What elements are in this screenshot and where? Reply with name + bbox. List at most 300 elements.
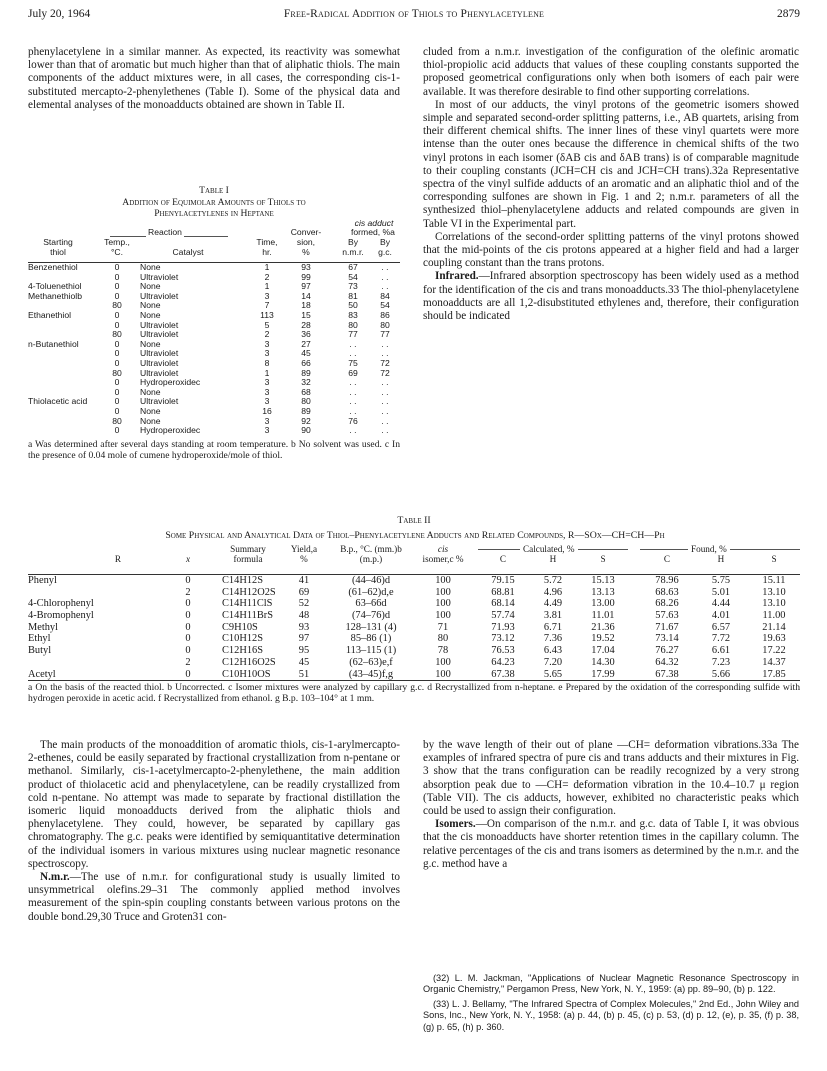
table1-cell-gc: 72 — [380, 357, 390, 368]
table2-cell-cis: 71 — [437, 621, 449, 633]
table2-cell-x: 0 — [185, 633, 191, 645]
table2-cell-cs: 21.36 — [591, 621, 615, 633]
table1-h-nmr: n.m.r. — [342, 247, 364, 257]
table1-cell-time: 16 — [262, 405, 272, 416]
table2-cell-ch: 4.96 — [543, 586, 563, 598]
table2-cell-formula: C10H10OS — [222, 668, 271, 680]
table1-h-gc: g.c. — [378, 247, 392, 257]
table1-cell-gc: . . — [381, 271, 389, 282]
table1-row — [28, 282, 400, 292]
table1-header — [28, 219, 400, 261]
reference-footnotes — [423, 973, 799, 1036]
table1-cell-nmr: 81 — [348, 290, 358, 301]
table1-cell-gc: . . — [381, 405, 389, 416]
table1-cell-conv: 18 — [301, 300, 311, 311]
table1-cell-conv: 68 — [301, 386, 311, 397]
table1-cell-conv: 99 — [301, 271, 311, 282]
table1-caption-line2: Phenylacetylenes in Heptane — [154, 208, 274, 219]
table1-cell-temp: 80 — [112, 367, 122, 378]
table2-cell-fc: 68.63 — [655, 586, 679, 598]
table2-cell-fc: 71.67 — [655, 621, 679, 633]
table2-cell-cc: 64.23 — [491, 656, 515, 668]
table2-row — [28, 622, 800, 634]
table1-cell-cat: None — [140, 415, 161, 426]
table1-caption — [28, 185, 400, 220]
table2-cell-bp: (61–62)d,e — [348, 586, 394, 598]
table1-cell-nmr: 73 — [348, 281, 358, 292]
table1-cell-thiol: n-Butanethiol — [28, 338, 79, 349]
table1-cell-conv: 90 — [301, 425, 311, 436]
table1-cell-cat: Ultraviolet — [140, 396, 179, 407]
table2-h-bp: B.p., °C. (mm.)b — [340, 544, 402, 554]
table1-cell-nmr: . . — [349, 338, 357, 349]
table2-cell-yield: 48 — [298, 610, 310, 622]
table2-cell-formula: C14H11BrS — [222, 610, 273, 622]
table2-cell-fh: 4.44 — [711, 598, 731, 610]
table2-cell-fs: 13.10 — [762, 586, 786, 598]
table1-cell-conv: 32 — [301, 377, 311, 388]
table2-cell-bp: (62–63)e,f — [349, 656, 393, 668]
paragraph — [423, 818, 799, 871]
table1-cell-time: 3 — [264, 415, 270, 426]
table2-cell-ch: 4.49 — [543, 598, 563, 610]
table2-cell-yield: 51 — [298, 668, 310, 680]
table1-cell-time: 8 — [264, 357, 270, 368]
paragraph: In most of our adducts, the vinyl protons of the geometric isomers showed simple and separated second-order splitting patterns, i.e., AB quartets, arising from their different chemical shifts. The inner lines of these vinyl quartets were more intense than the outer ones because the difference in chemical shifts of the two vinyl protons in each isomer (δAB cis and δAB trans) is of comparable magnitude to their coupling constants (JCH=CH cis and JCH=CH trans).32a Representative spectra of the vinyl sulfide adducts of an aromatic and an aliphatic thiol and of the corresponding sulfones are shown in Fig. 1 and 2; n.m.r. parameters of all the synthesized thiol–phenylacetylene adducts and related compounds are given in Table VI in the Experimental part. — [423, 98, 799, 230]
table2-cell-formula: C12H16O2S — [222, 656, 276, 668]
paragraph-text: —Infrared absorption spectroscopy has been widely used as a method for the identification of the cis and trans monoadducts.33 The thiol-phenylacetylene monoadducts are all 1,2-disubstituted ethylenes and, therefore, their configuration should be indicated — [423, 270, 799, 323]
table2-cell-cis: 100 — [435, 598, 451, 610]
table1-cell-nmr: 76 — [348, 415, 358, 426]
table1-cell-nmr: 75 — [348, 357, 358, 368]
table2-cell-cis: 100 — [435, 656, 451, 668]
table1-row — [28, 397, 400, 407]
left-column-top — [28, 46, 400, 112]
table1-cell-conv: 97 — [301, 281, 311, 292]
table1-cell-nmr: . . — [349, 425, 357, 436]
table2-h-isomer: isomer,c % — [422, 554, 464, 564]
table1-label: Table I — [199, 185, 229, 196]
table1-cell-conv: 92 — [301, 415, 311, 426]
table2-cell-x: 0 — [185, 575, 191, 586]
table2-cell-fh: 7.72 — [711, 633, 731, 645]
table2-cell-bp: 128–131 (4) — [345, 621, 397, 633]
table2-row — [28, 598, 800, 610]
table2-header — [28, 544, 800, 574]
table2-cell-formula: C12H16S — [222, 645, 263, 657]
table1-cell-time: 3 — [264, 396, 270, 407]
table2-cell-bp: 85–86 (1) — [350, 633, 392, 645]
table2-cell-ch: 5.65 — [543, 668, 563, 680]
footnote-32: (32) L. M. Jackman, "Applications of Nuclear Magnetic Resonance Spectroscopy in Organic Chemistry," Pergamon Press, New York, N. Y., 1959: (a) pp. 89–90, (b) p. 122. — [423, 973, 799, 995]
table2-h-x: x — [185, 554, 191, 564]
right-column-top — [423, 46, 799, 323]
table2-cell-fs: 17.85 — [762, 668, 786, 680]
table1-h-conver: Conver- — [290, 227, 322, 237]
table1-cell-temp: 0 — [114, 386, 120, 397]
table1-row — [28, 340, 400, 350]
table2-h-yield: Yield,a — [290, 544, 318, 554]
table1-cell-temp: 80 — [112, 300, 122, 311]
table2-cell-r: Butyl — [28, 645, 52, 657]
header-page-number: 2879 — [777, 8, 800, 20]
table1-cell-time: 1 — [264, 367, 270, 378]
table2-cell-cc: 68.81 — [491, 586, 515, 598]
table1-cell-gc: . . — [381, 415, 389, 426]
table1-cell-conv: 89 — [301, 405, 311, 416]
table2-h-h: H — [549, 554, 557, 564]
table2-cell-ch: 7.36 — [543, 633, 563, 645]
table1-cell-gc: 80 — [380, 319, 390, 330]
table1-h-sion: sion, — [296, 237, 316, 247]
table2-cell-ch: 5.72 — [543, 575, 563, 586]
table1-cell-conv: 15 — [301, 309, 311, 320]
table2-cell-ch: 6.71 — [543, 621, 563, 633]
table1-row — [28, 349, 400, 359]
table1-h-cis-adduct: cis adduct — [354, 218, 394, 228]
table1-cell-temp: 0 — [114, 290, 120, 301]
table1-cell-gc: . . — [381, 348, 389, 359]
table1-cell-gc: . . — [381, 386, 389, 397]
table2-cell-cc: 76.53 — [491, 645, 515, 657]
table2-h-cis: cis — [437, 544, 449, 554]
table2-h-found: Found, % — [688, 544, 730, 555]
table1-cell-cat: Ultraviolet — [140, 290, 179, 301]
header-title: Free-Radical Addition of Thiols to Phenylacetylene — [283, 8, 545, 20]
table1-cell-temp: 0 — [114, 309, 120, 320]
table1-h-temp: Temp., — [104, 237, 130, 247]
table1-cell-temp: 0 — [114, 338, 120, 349]
table1-cell-temp: 0 — [114, 396, 120, 407]
table1-h-thiol: thiol — [50, 247, 66, 257]
table2-h-formula: formula — [233, 554, 263, 564]
table1-cell-thiol: 4-Toluenethiol — [28, 281, 82, 292]
table1-h-formed: formed, %a — [351, 227, 395, 237]
table2-cell-fs: 14.37 — [762, 656, 786, 668]
table1-cell-thiol: Methanethiolb — [28, 290, 82, 301]
table1-cell-cat: None — [140, 309, 161, 320]
table1-row — [28, 311, 400, 321]
table2-h-r: R — [114, 554, 122, 564]
table1-cell-temp: 0 — [114, 319, 120, 330]
table2-cell-r: Phenyl — [28, 575, 57, 586]
table2-cell-cc: 57.74 — [491, 610, 515, 622]
table2-h-summary: Summary — [230, 544, 266, 554]
table2-label: Table II — [397, 515, 431, 526]
table1-row — [28, 301, 400, 311]
table2-cell-fs: 21.14 — [762, 621, 786, 633]
table1-cell-cat: Ultraviolet — [140, 348, 179, 359]
table1-cell-cat: Ultraviolet — [140, 329, 179, 340]
table1-cell-temp: 80 — [112, 329, 122, 340]
table1-cell-gc: . . — [381, 262, 389, 272]
table2-h-c2: C — [663, 554, 671, 564]
table2-cell-cis: 100 — [435, 610, 451, 622]
table1-cell-cat: None — [140, 338, 161, 349]
table1-h-c: °C. — [110, 247, 124, 257]
table2-cell-r: Acetyl — [28, 668, 56, 680]
paragraph: Correlations of the second-order splitting patterns of the vinyl protons showed that the mid-points of the cis protons appeared at a higher field and had a larger coupling constant than the trans protons. — [423, 230, 799, 270]
table1-cell-nmr: . . — [349, 386, 357, 397]
table2-cell-ch: 3.81 — [543, 610, 563, 622]
table1-cell-cat: Ultraviolet — [140, 319, 179, 330]
table2-h-yield-pct: % — [300, 554, 308, 564]
table1-h-reaction: Reaction — [148, 227, 182, 237]
table1-cell-gc: 84 — [380, 290, 390, 301]
paragraph-text: —On comparison of the n.m.r. and g.c. data of Table I, it was obvious that the cis monoadducts have shorter retention times in the capillary column. The relative percentages of the cis and trans isomers as determined by the n.m.r. and the g.c. method have a — [423, 818, 799, 870]
table1-cell-temp: 0 — [114, 357, 120, 368]
table2-cell-ch: 6.43 — [543, 645, 563, 657]
table2-row — [28, 587, 800, 599]
table2-cell-fh: 6.61 — [711, 645, 731, 657]
table2-cell-fs: 17.22 — [762, 645, 786, 657]
table2-h-s: S — [600, 554, 606, 564]
table2-row — [28, 575, 800, 587]
table1-cell-cat: Hydroperoxidec — [140, 377, 201, 388]
table1-cell-gc: . . — [381, 281, 389, 292]
table2-cell-x: 0 — [185, 610, 191, 622]
table2-footnote: a On the basis of the reacted thiol. b Uncorrected. c Isomer mixtures were analyzed by capillary g.c. d Recrystallized from n-heptane. e Prepared by the oxidation of the corresponding sulfide with hydrogen peroxide in acetic acid. f Recrystallized from ethanol. g B.p. 103–104° at 1 mm. — [28, 682, 800, 705]
table1-row — [28, 330, 400, 340]
paragraph: phenylacetylene in a similar manner. As expected, its reactivity was somewhat lower than that of aromatic but much higher than that of aliphatic thiols. The main components of the adduct mixtures were, in all cases, the corresponding cis-1-substituted mercapto-2-phenylethenes (Table I). Some of the physical data and elemental analyses of the monoadducts obtained are shown in Table II. — [28, 46, 400, 111]
table1-cell-nmr: 83 — [348, 309, 358, 320]
table2-cell-formula: C14H11ClS — [222, 598, 273, 610]
table1-cell-time: 7 — [264, 300, 270, 311]
left-column-bottom — [28, 739, 400, 924]
table1-cell-nmr: 67 — [348, 262, 358, 272]
table2-cell-bp: (74–76)d — [351, 610, 391, 622]
table1-cell-conv: 45 — [301, 348, 311, 359]
table1-h-pct: % — [302, 247, 310, 257]
table2-cell-bp: 113–115 (1) — [345, 645, 397, 657]
table1 — [28, 219, 400, 461]
table1-h-by2: By — [379, 237, 391, 247]
table1-cell-time: 3 — [264, 290, 270, 301]
table2-cell-formula: C10H12S — [222, 633, 263, 645]
table2-cell-yield: 45 — [298, 656, 310, 668]
table2-row — [28, 657, 800, 669]
table2-h-c: C — [499, 554, 507, 564]
table1-cell-conv: 66 — [301, 357, 311, 368]
table1-h-catalyst: Catalyst — [172, 247, 204, 257]
table1-cell-cat: Ultraviolet — [140, 271, 179, 282]
paragraph — [423, 270, 799, 323]
table2-cell-fh: 7.23 — [711, 656, 731, 668]
table1-h-time: Time, — [256, 237, 278, 247]
paragraph: The main products of the monoaddition of aromatic thiols, cis-1-arylmercapto-2-ethenes, could be easily separated by fractional crystallization from n-pentane or methanol. Similarly, cis-1-acetylmercapto-2-phenylethene, the main addition product of thiolacetic acid and phenylacetylene, can be readily crystallized from cold n-pentane. No attempt was made to separate by fractional distillation the isomeric liquid monoadducts derived from the aliphatic thiols and phenylacetylene. They could, however, be separated by capillary gas chromatography. The g.c. peaks were identified by semiquantitative determination of the individual isomers in various mixtures using nuclear magnetic resonance spectroscopy. — [28, 739, 400, 870]
table2-cell-fh: 6.57 — [711, 621, 731, 633]
table1-cell-conv: 28 — [301, 319, 311, 330]
table1-cell-nmr: 77 — [348, 329, 358, 340]
table1-cell-conv: 27 — [301, 338, 311, 349]
table2-cell-yield: 97 — [298, 633, 310, 645]
table1-row — [28, 417, 400, 427]
table2-bottom-rule — [28, 680, 800, 681]
table2-cell-fc: 64.32 — [655, 656, 679, 668]
table2-cell-fs: 13.10 — [762, 598, 786, 610]
table1-cell-gc: . . — [381, 377, 389, 388]
table1-row — [28, 378, 400, 388]
table1-row — [28, 292, 400, 302]
table2-cell-r: Methyl — [28, 621, 59, 633]
table1-row — [28, 359, 400, 369]
table1-cell-thiol: Thiolacetic acid — [28, 396, 88, 407]
table2-row — [28, 669, 800, 681]
table2-cell-fh: 5.66 — [711, 668, 731, 680]
table1-caption-line1: Addition of Equimolar Amounts of Thiols to — [122, 196, 306, 208]
table2-cell-bp: 63–66d — [355, 598, 387, 610]
table2-cell-yield: 93 — [298, 621, 310, 633]
table2-h-calculated: Calculated, % — [520, 544, 578, 555]
table2-cell-bp: (43–45)f,g — [348, 668, 394, 680]
section-heading-infrared: Infrared. — [435, 270, 479, 283]
table2-cell-cs: 13.13 — [591, 586, 615, 598]
table2-cell-cis: 80 — [437, 633, 449, 645]
table2-cell-r: 4-Bromophenyl — [28, 610, 94, 622]
table2-cell-fs: 15.11 — [762, 575, 786, 586]
table2-cell-cs: 15.13 — [591, 575, 615, 586]
paragraph-text: —The use of n.m.r. for configurational study is usually limited to unsymmetrical olefins.29–31 The commonly applied method involves measurement of the spin-spin coupling constants between various protons on the double bond.29,30 Truce and Groten31 con- — [28, 871, 400, 923]
table2-cell-cis: 100 — [435, 575, 451, 586]
table2-cell-cs: 11.01 — [591, 610, 615, 622]
table2-h-s2: S — [771, 554, 777, 564]
table1-row — [28, 321, 400, 331]
table1-cell-cat: None — [140, 262, 161, 272]
table1-cell-cat: None — [140, 405, 161, 416]
table1-cell-conv: 89 — [301, 367, 311, 378]
table1-cell-temp: 0 — [114, 425, 120, 436]
table2-cell-yield: 69 — [298, 586, 310, 598]
table1-cell-time: 5 — [264, 319, 270, 330]
table1-cell-temp: 0 — [114, 405, 120, 416]
table2-cell-formula: C9H10S — [222, 621, 258, 633]
table1-footnote: a Was determined after several days standing at room temperature. b No solvent was used. c In the presence of 0.04 mole of cumene hydroperoxide/mole of thiol. — [28, 438, 400, 461]
table2-cell-x: 0 — [185, 621, 191, 633]
table1-h-starting: Starting — [43, 237, 73, 247]
paragraph: cluded from a n.m.r. investigation of the configuration of the olefinic aromatic thiol-propiolic acid adducts that values of these coupling constants supported the proposed geometrical configurations only when both isomers of each pair were available. It was therefore desirable to find other supporting correlations. — [423, 46, 799, 98]
table1-cell-thiol: Benzenethiol — [28, 262, 78, 272]
table1-row — [28, 426, 400, 436]
header-date: July 20, 1964 — [28, 8, 91, 20]
table1-cell-temp: 0 — [114, 271, 120, 282]
table2-cell-fc: 78.96 — [655, 575, 679, 586]
table2-h-mp: (m.p.) — [359, 554, 383, 564]
table1-row — [28, 369, 400, 379]
table2-cell-fh: 5.75 — [711, 575, 731, 586]
table2-cell-formula: C14H12O2S — [222, 586, 276, 598]
table1-cell-time: 3 — [264, 425, 270, 436]
table2-cell-formula: C14H12S — [222, 575, 263, 586]
table1-cell-nmr: . . — [349, 348, 357, 359]
table1-cell-conv: 93 — [301, 262, 311, 272]
table1-cell-gc: . . — [381, 425, 389, 436]
table1-cell-temp: 0 — [114, 262, 120, 272]
table2-cell-fh: 4.01 — [711, 610, 731, 622]
table1-cell-temp: 0 — [114, 348, 120, 359]
table2-row — [28, 633, 800, 645]
table2-cell-fs: 11.00 — [762, 610, 786, 622]
right-column-bottom — [423, 739, 799, 871]
table1-h-hr: hr. — [262, 247, 272, 257]
table2-cell-x: 0 — [185, 668, 191, 680]
table2-cell-cc: 73.12 — [491, 633, 515, 645]
table1-cell-nmr: . . — [349, 396, 357, 407]
running-header — [28, 8, 800, 24]
table1-cell-nmr: 69 — [348, 367, 358, 378]
table1-cell-time: 113 — [260, 309, 274, 320]
table1-body — [28, 263, 400, 436]
table1-cell-gc: 72 — [380, 367, 390, 378]
table2-body — [28, 575, 800, 680]
table1-cell-time: 3 — [264, 348, 270, 359]
table2-cell-cc: 79.15 — [491, 575, 515, 586]
table2-cell-cis: 78 — [437, 645, 449, 657]
table2-cell-cis: 100 — [435, 586, 451, 598]
table1-cell-temp: 80 — [112, 415, 122, 426]
table2-cell-x: 2 — [185, 656, 191, 668]
table1-cell-cat: Hydroperoxidec — [140, 425, 201, 436]
table1-cell-cat: None — [140, 300, 161, 311]
table2-caption: Some Physical and Analytical Data of Thiol–Phenylacetylene Adducts and Related Compounds, R—SOx—CH=CH—Ph — [165, 530, 665, 541]
paragraph: by the wave length of their out of plane —CH= deformation vibrations.33a The examples of infrared spectra of pure cis and trans adducts and their mixtures in Fig. 3 show that the trans configuration can be readily recognized by a very strong absorption peak due to —CH= deformation vibration in the 10.4–10.7 μ region (Table VII). The cis adducts, however, exhibited no characteristic peaks which could be used to assign their configuration. — [423, 739, 799, 818]
table1-cell-nmr: . . — [349, 405, 357, 416]
table1-cell-cat: None — [140, 281, 161, 292]
table1-cell-gc: . . — [381, 338, 389, 349]
table2-cell-x: 0 — [185, 598, 191, 610]
table2-cell-fh: 5.01 — [711, 586, 731, 598]
table1-cell-conv: 80 — [301, 396, 311, 407]
table2-cell-cs: 17.99 — [591, 668, 615, 680]
table1-cell-gc: 86 — [380, 309, 390, 320]
section-heading-isomers: Isomers. — [435, 818, 476, 831]
table2-cell-bp: (44–46)d — [351, 575, 391, 586]
table1-cell-cat: Ultraviolet — [140, 357, 179, 368]
table2-cell-cc: 67.38 — [491, 668, 515, 680]
table1-cell-nmr: 54 — [348, 271, 358, 282]
table1-cell-gc: . . — [381, 396, 389, 407]
table1-cell-cat: None — [140, 386, 161, 397]
table1-cell-gc: 54 — [380, 300, 390, 311]
table2-cell-cis: 100 — [435, 668, 451, 680]
table2-row — [28, 645, 800, 657]
table2-cell-yield: 52 — [298, 598, 310, 610]
table2-cell-cs: 13.00 — [591, 598, 615, 610]
table2-cell-r: Ethyl — [28, 633, 51, 645]
table2-cell-fs: 19.63 — [762, 633, 786, 645]
table2-cell-fc: 67.38 — [655, 668, 679, 680]
table1-h-by1: By — [347, 237, 359, 247]
table1-cell-nmr: 80 — [348, 319, 358, 330]
table1-cell-time: 1 — [264, 262, 270, 272]
footnote-33: (33) L. J. Bellamy, "The Infrared Spectra of Complex Molecules," 2nd Ed., John Wiley and Sons, Inc., New York, N. Y., 1958: (a) p. 44, (b) p. 45, (c) p. 53, (d) p. 12, (e), p. 35, (f) p. 38, (g) p. 65, (h) p. 360. — [423, 998, 799, 1032]
table1-cell-time: 3 — [264, 338, 270, 349]
section-heading-nmr: N.m.r. — [40, 871, 70, 884]
paragraph — [28, 871, 400, 924]
table1-cell-conv: 36 — [301, 329, 311, 340]
table2-cell-x: 2 — [185, 586, 191, 598]
table1-cell-time: 3 — [264, 377, 270, 388]
table1-row — [28, 273, 400, 283]
table1-cell-nmr: . . — [349, 377, 357, 388]
table1-cell-cat: Ultraviolet — [140, 367, 179, 378]
table2-cell-cs: 19.52 — [591, 633, 615, 645]
table2-cell-yield: 95 — [298, 645, 310, 657]
table1-cell-gc: 77 — [380, 329, 390, 340]
table2-cell-fc: 73.14 — [655, 633, 679, 645]
table2-row — [28, 610, 800, 622]
table1-cell-time: 2 — [264, 271, 270, 282]
table2-cell-cs: 14.30 — [591, 656, 615, 668]
